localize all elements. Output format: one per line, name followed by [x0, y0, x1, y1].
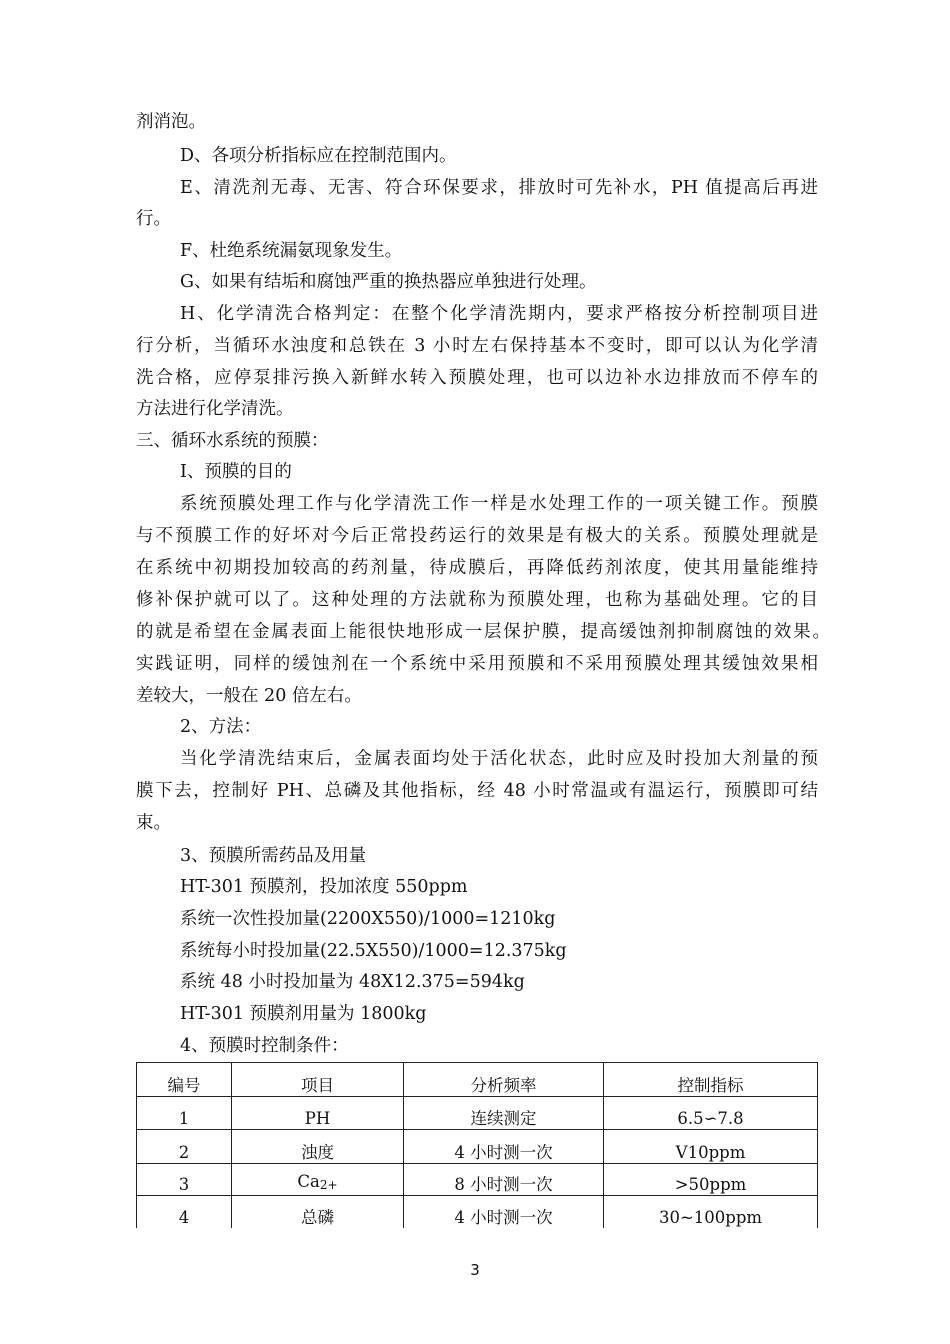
cell-item: 总磷 — [232, 1196, 404, 1229]
subheading-conditions: 4、预膜时控制条件： — [180, 1036, 349, 1056]
subheading-method: 2、方法： — [180, 717, 262, 737]
header-number: 编号 — [137, 1063, 232, 1097]
dosage-line: HT-301 预膜剂，投加浓度 550ppm — [180, 877, 468, 897]
paragraph-line: 当化学清洗结束后，金属表面均处于活化状态，此时应及时投加大剂量的预 — [180, 749, 818, 769]
cell-item-text: Ca — [297, 1172, 320, 1191]
cell-item-charge: 2+ — [319, 1178, 338, 1192]
list-item-f: F、杜绝系统漏氨现象发生。 — [180, 241, 403, 261]
header-frequency: 分析频率 — [404, 1063, 604, 1097]
paragraph-line: 在系统中初期投加较高的药剂量，待成膜后，再降低药剂浓度，使其用量能维持 — [136, 558, 818, 578]
section-heading: 三、循环水系统的预膜： — [136, 431, 329, 451]
header-item: 项目 — [232, 1063, 404, 1097]
paragraph-line: 与不预膜工作的好坏对今后正常投药运行的效果是有极大的关系。预膜处理就是 — [136, 526, 818, 546]
table-row — [137, 1196, 818, 1229]
paragraph-line: 的就是希望在金属表面上能很快地形成一层保护膜，提高缓蚀剂抑制腐蚀的效果。 — [136, 622, 830, 642]
paragraph-line: 剂消泡。 — [136, 112, 206, 132]
dosage-line: 系统每小时投加量(22.5Ⅹ550)/1000=12.375kg — [180, 941, 567, 961]
cell-number: 4 — [137, 1196, 232, 1229]
dosage-line: 系统一次性投加量(2200Ⅹ550)/1000=1210kg — [180, 909, 556, 929]
table-row — [137, 1097, 818, 1130]
subheading-purpose: I、预膜的目的 — [180, 462, 292, 482]
subheading-chemicals: 3、预膜所需药品及用量 — [180, 846, 367, 866]
cell-number: 1 — [137, 1097, 232, 1130]
cell-limit: 30~100ppm — [604, 1196, 818, 1229]
cell-frequency: 4 小时测一次 — [404, 1130, 604, 1164]
cell-limit: Ⅴ10ppm — [604, 1130, 818, 1164]
cell-frequency: 8 小时测一次 — [404, 1164, 604, 1196]
cell-number: 3 — [137, 1164, 232, 1196]
cell-item: PH — [232, 1097, 404, 1130]
paragraph-line: 修补保护就可以了。这种处理的方法就称为预膜处理，也称为基础处理。它的目 — [136, 590, 818, 610]
paragraph-line: 系统预膜处理工作与化学清洗工作一样是水处理工作的一项关键工作。预膜 — [180, 494, 818, 514]
paragraph-line: 束。 — [136, 813, 171, 833]
paragraph-line: 行。 — [136, 209, 171, 229]
cell-item — [232, 1164, 404, 1196]
list-item-g: G、如果有结垢和腐蚀严重的换热器应单独进行处理。 — [180, 272, 597, 292]
table-row — [137, 1130, 818, 1164]
cell-item: 浊度 — [232, 1130, 404, 1164]
paragraph-line: 行分析，当循环水浊度和总铁在 3 小时左右保持基本不变时，即可以认为化学清 — [136, 336, 818, 356]
cell-number: 2 — [137, 1130, 232, 1164]
cell-limit: 6.5∽7.8 — [604, 1097, 818, 1130]
cell-frequency: 4 小时测一次 — [404, 1196, 604, 1229]
list-item-e: E、清洗剂无毒、无害、符合环保要求，排放时可先补水，PH 值提高后再进 — [180, 178, 818, 198]
cell-frequency: 连续测定 — [404, 1097, 604, 1130]
paragraph-line: 方法进行化学清洗。 — [136, 399, 294, 419]
dosage-line: HT-301 预膜剂用量为 1800kg — [180, 1004, 427, 1024]
list-item-h: H、化学清洗合格判定：在整个化学清洗期内，要求严格按分析控制项目进 — [180, 304, 818, 324]
paragraph-line: 洗合格，应停泵排污换入新鲜水转入预膜处理，也可以边补水边排放而不停车的 — [136, 368, 818, 388]
table-header-row — [137, 1063, 818, 1097]
header-limit: 控制指标 — [604, 1063, 818, 1097]
page-number: 3 — [470, 1261, 480, 1279]
control-conditions-table — [136, 1062, 818, 1228]
list-item-d: D、各项分析指标应在控制范围内。 — [180, 146, 457, 166]
paragraph-line: 实践证明，同样的缓蚀剂在一个系统中采用预膜和不采用预膜处理其缓蚀效果相 — [136, 654, 818, 674]
table-row — [137, 1164, 818, 1196]
dosage-line: 系统 48 小时投加量为 48Ⅹ12.375=594kg — [180, 972, 525, 992]
paragraph-line: 差较大，一般在 20 倍左右。 — [136, 686, 362, 706]
paragraph-line: 膜下去，控制好 PH、总磷及其他指标，经 48 小时常温或有温运行，预膜即可结 — [136, 781, 818, 801]
cell-limit: >50ppm — [604, 1164, 818, 1196]
